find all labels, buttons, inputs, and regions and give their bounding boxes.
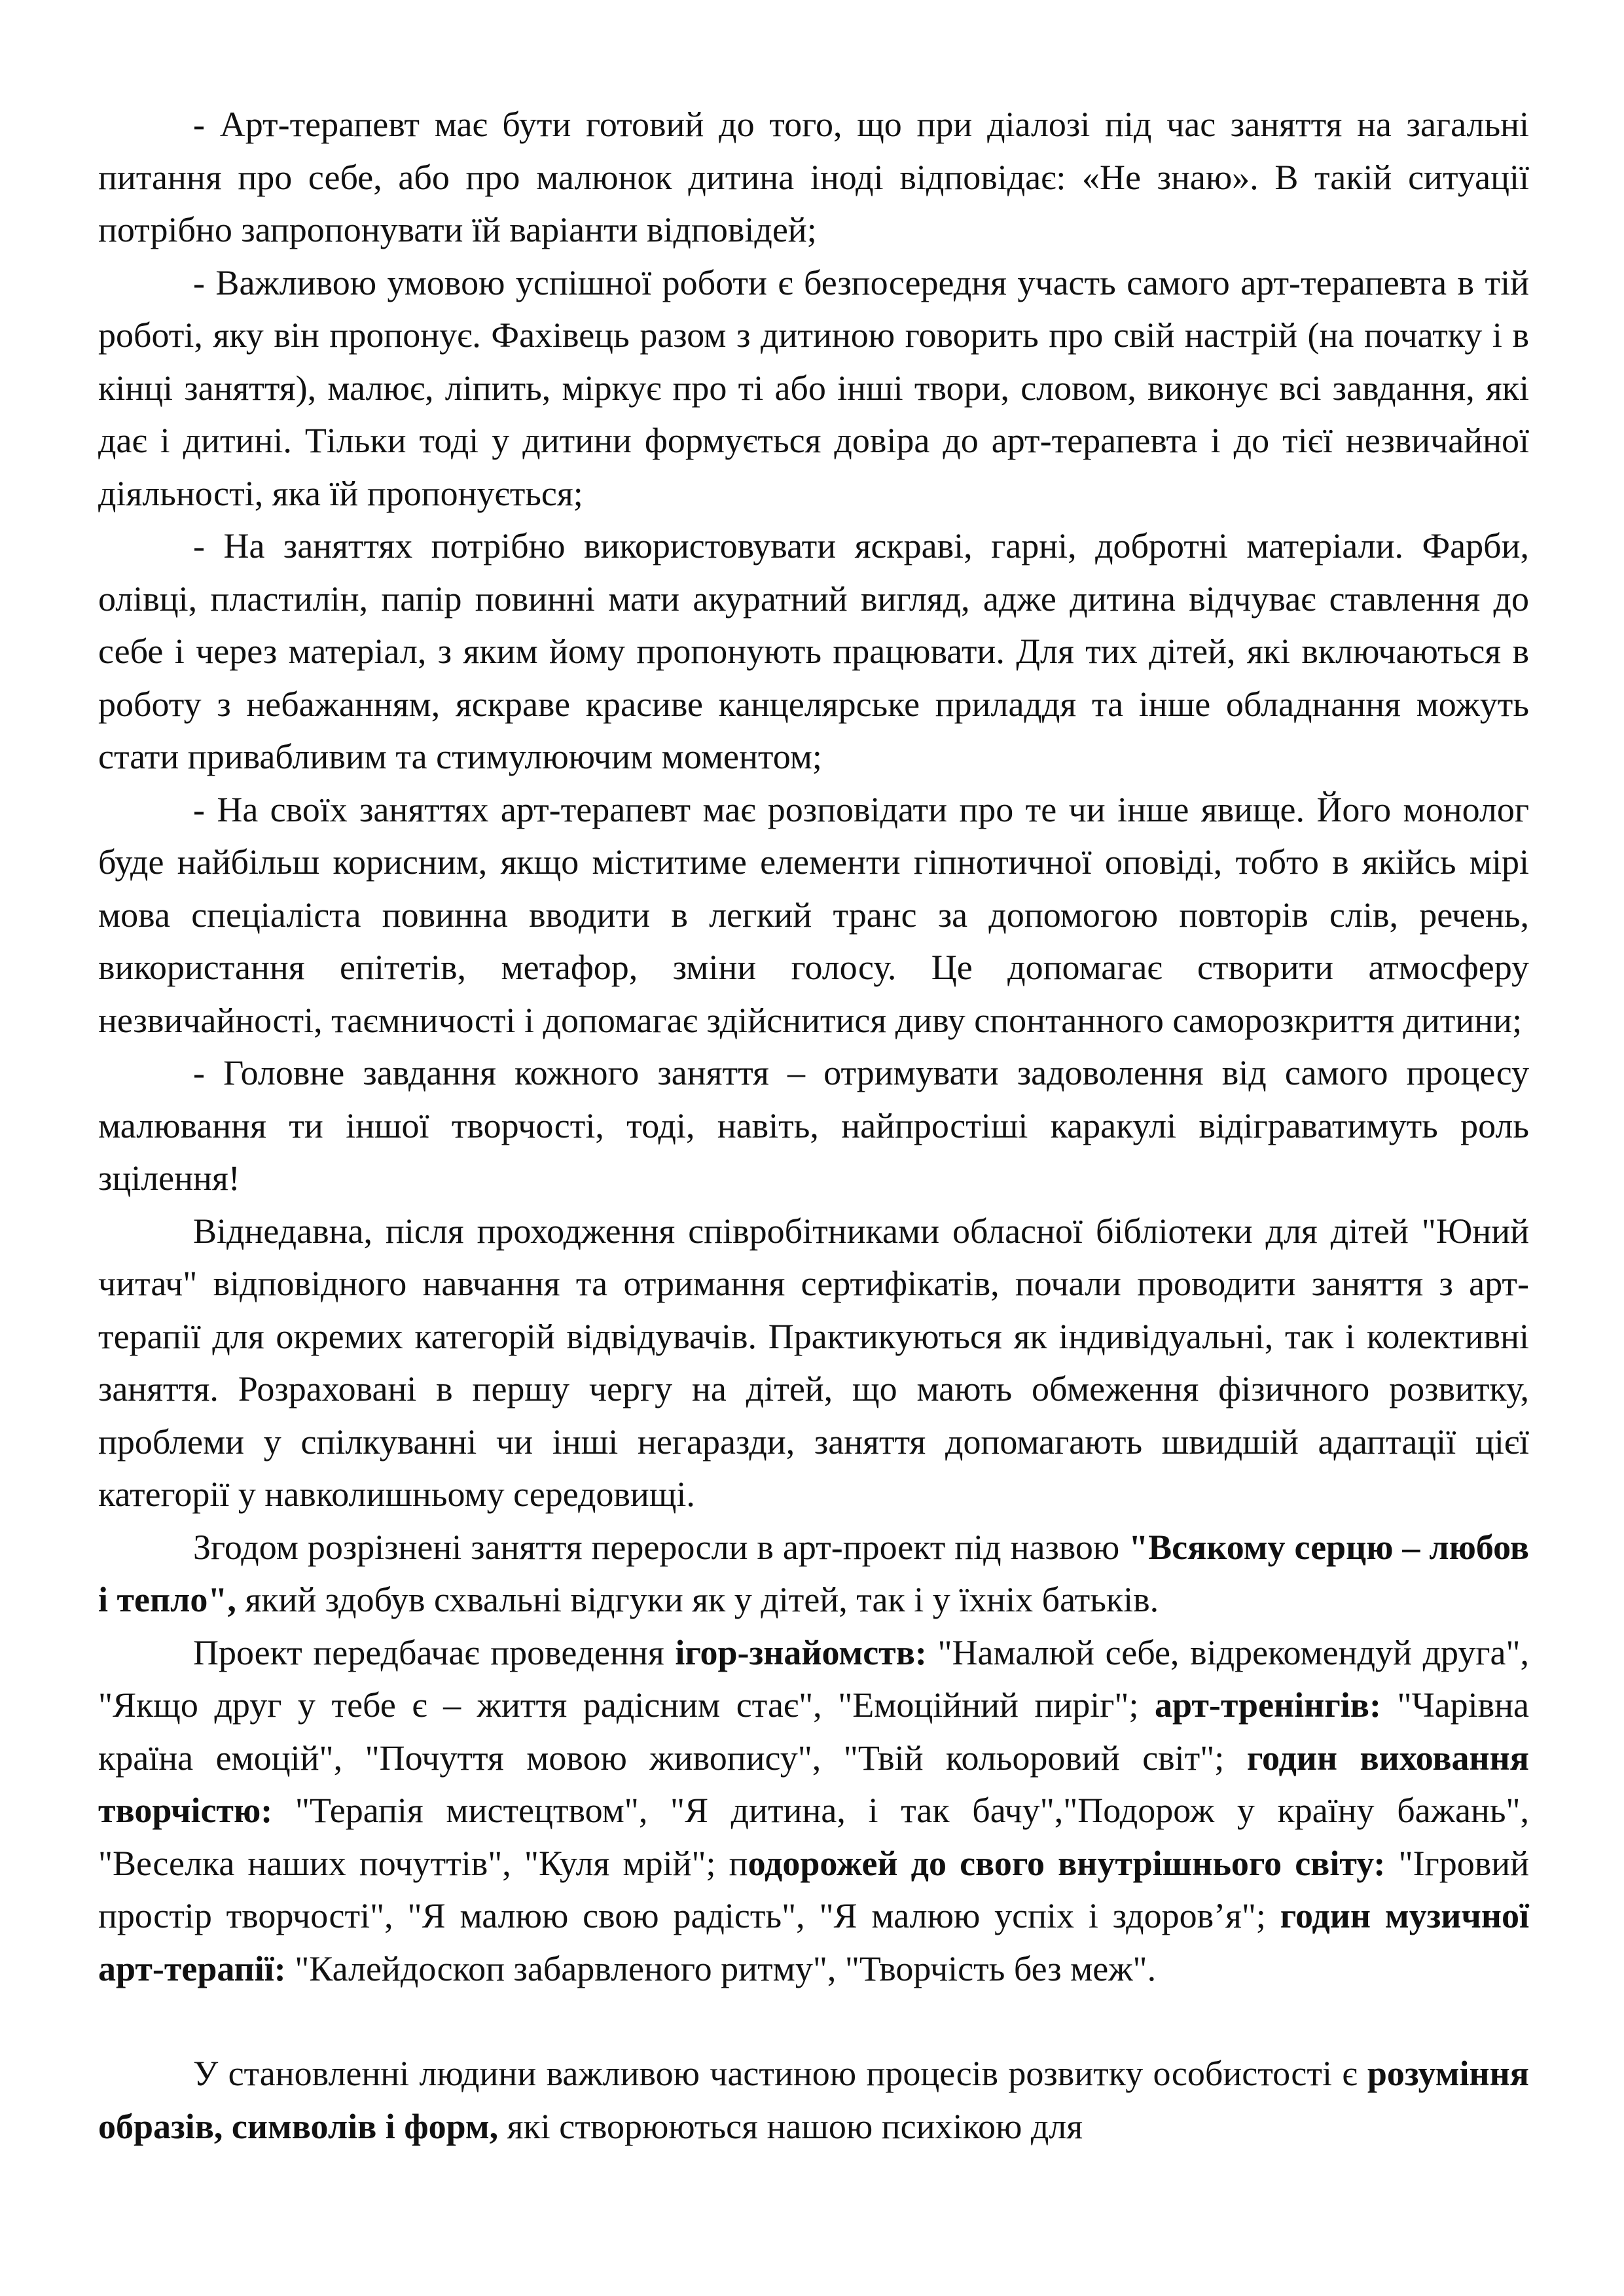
bold-text-run: годин виховання творчістю: xyxy=(98,1738,1529,1830)
paragraph-p7 xyxy=(98,1521,1529,1626)
paragraph-p1 xyxy=(98,98,1529,257)
text-run: "Намалюй себе, відрекомендуй друга", "Якщо друг у тебе є – життя радісним стає", "Емоційний пиріг"; xyxy=(98,1632,1529,1725)
text-run: - Важливою умовою успішної роботи є безпосередня участь самого арт-терапевта в тій роботі, яку він пропонує. Фахівець разом з дитиною говорить про свій настрій (на початку і в кінці заняття), малює, ліпить, міркує про ті або інші твори, словом, виконує всі завдання, які дає і дитині. Тільки тоді у дитини формується довіра до арт-терапевта і до тієї незвичайної діяльності, яка їй пропонується; xyxy=(98,262,1529,513)
text-run: Згодом розрізнені заняття переросли в арт-проект під назвою xyxy=(193,1527,1129,1567)
paragraph-p6 xyxy=(98,1205,1529,1521)
bold-text-run: одорожей до свого внутрішнього світу: xyxy=(748,1843,1386,1883)
paragraph-p8 xyxy=(98,1626,1529,1996)
document-page xyxy=(98,98,1529,2153)
text-run: - На своїх заняттях арт-терапевт має розповідати про те чи інше явище. Його монолог буде найбільш корисним, якщо міститиме елементи гіпнотичної оповіді, тобто в якійсь мірі мова спеціаліста повинна вводити в легкий транс за допомогою повторів слів, речень, використання епітетів, метафор, зміни голосу. Це допомагає створити атмосферу незвичайності, таємничості і допомагає здійснитися диву спонтанного саморозкриття дитини; xyxy=(98,789,1529,1040)
bold-text-run: розуміння образів, символів і форм, xyxy=(98,2054,1529,2146)
text-run: який здобув схвальні відгуки як у дітей, так і у їхніх батьків. xyxy=(236,1580,1159,1619)
paragraph-p4 xyxy=(98,783,1529,1047)
text-run: - Арт-терапевт має бути готовий до того, що при діалозі під час заняття на загальні питання про себе, або про малюнок дитина іноді відповідає: «Не знаю». В такій ситуації потрібно запропонувати їй варіанти відповідей; xyxy=(98,105,1529,249)
text-run: Проект передбачає проведення xyxy=(193,1632,676,1672)
text-run: - На заняттях потрібно використовувати яскраві, гарні, добротні матеріали. Фарби, олівці, пластилін, папір повинні мати акуратний вигляд, адже дитина відчуває ставлення до себе і через матеріал, з яким йому пропонують працювати. Для тих дітей, які включаються в роботу з небажанням, яскраве красиве канцелярське приладдя та інше обладнання можуть стати привабливим та стимулюючим моментом; xyxy=(98,526,1529,776)
paragraph-p9 xyxy=(98,2047,1529,2153)
bold-text-run: "Всякому серцю – любов і тепло", xyxy=(98,1527,1529,1619)
bold-text-run: ігор-знайомств: xyxy=(675,1632,927,1672)
text-run: "Чарівна країна емоцій", "Почуття мовою живопису", "Твій кольоровий світ"; xyxy=(98,1685,1529,1778)
text-run: які створюються нашою психікою для xyxy=(498,2106,1083,2146)
paragraph-p2 xyxy=(98,257,1529,520)
bold-text-run: арт-тренінгів: xyxy=(1155,1685,1381,1725)
text-run: У становленні людини важливою частиною процесів розвитку особистості є xyxy=(193,2054,1367,2093)
bold-text-run: годин музичної арт-терапії: xyxy=(98,1896,1529,1988)
text-run: "Ігровий простір творчості", "Я малюю свою радість", "Я малюю успіх і здоров’я"; xyxy=(98,1843,1529,1935)
text-run: - Головне завдання кожного заняття – отримувати задоволення від самого процесу малювання ти іншої творчості, тоді, навіть, найпростіші каракулі відіграватимуть роль зцілення! xyxy=(98,1053,1529,1198)
text-run: "Терапія мистецтвом", "Я дитина, і так бачу","Подорож у країну бажань", "Веселка наших почуттів", "Куля мрій"; п xyxy=(98,1791,1529,1883)
paragraph-p5 xyxy=(98,1047,1529,1205)
paragraph-p3 xyxy=(98,520,1529,783)
text-run: "Калейдоскоп забарвленого ритму", "Творчість без меж". xyxy=(285,1948,1157,1988)
text-run: Віднедавна, після проходження співробітниками обласної бібліотеки для дітей "Юний читач" відповідного навчання та отримання сертифікатів, почали проводити заняття з арт-терапії для окремих категорій відвідувачів. Практикуються як індивідуальні, так і колективні заняття. Розраховані в першу чергу на дітей, що мають обмеження фізичного розвитку, проблеми у спілкуванні чи інші негаразди, заняття допомагають швидшій адаптації цієї категорії у навколишньому середовищі. xyxy=(98,1211,1529,1514)
